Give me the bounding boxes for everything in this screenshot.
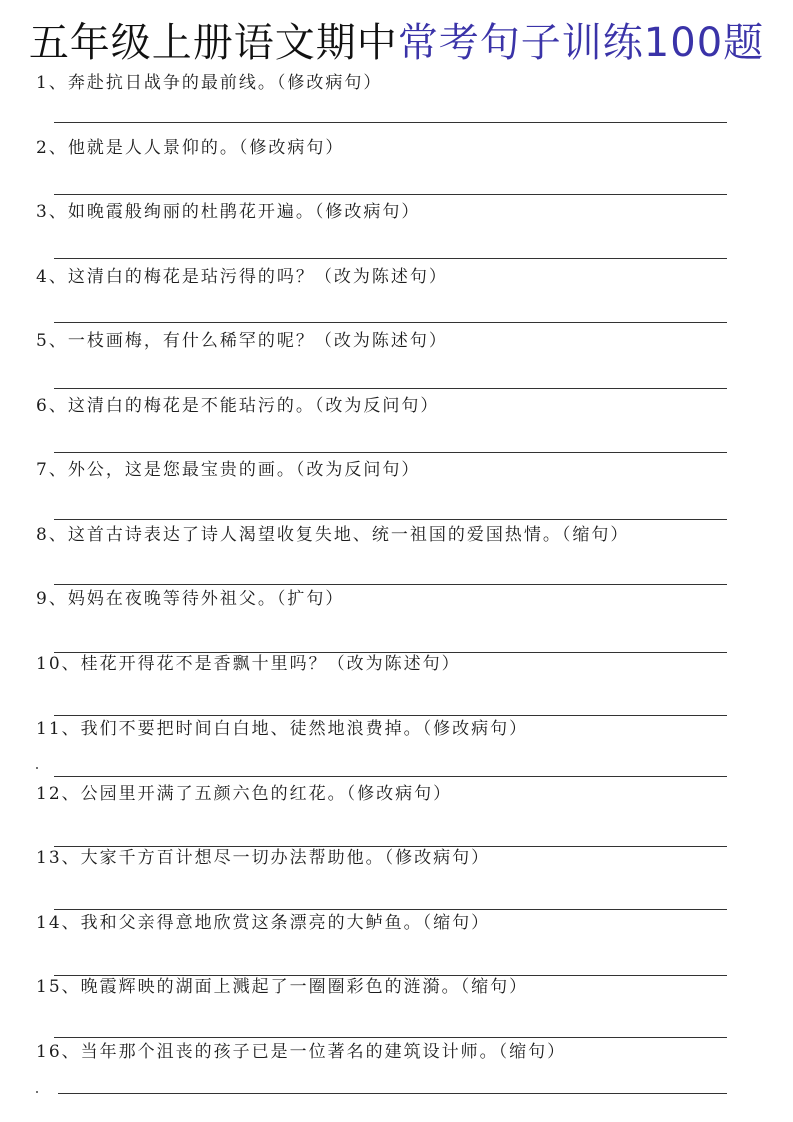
answer-line-1[interactable] (54, 122, 727, 123)
question-8: 8、这首古诗表达了诗人渴望收复失地、统一祖国的爱国热情。（缩句） (36, 525, 630, 545)
answer-line-13[interactable] (54, 909, 727, 910)
answer-line-4[interactable] (54, 322, 727, 323)
question-9: 9、妈妈在夜晚等待外祖父。（扩句） (36, 589, 345, 609)
answer-line-7[interactable] (54, 519, 727, 520)
answer-line-3[interactable] (54, 258, 727, 259)
question-15: 15、晚霞辉映的湖面上溅起了一圈圈彩色的涟漪。（缩句） (36, 977, 529, 997)
answer-line-5[interactable] (54, 388, 727, 389)
answer-line-6[interactable] (54, 452, 727, 453)
answer-line-2[interactable] (54, 194, 727, 195)
question-6: 6、这清白的梅花是不能玷污的。（改为反问句） (36, 396, 440, 416)
question-11: 11、我们不要把时间白白地、徒然地浪费掉。（修改病句） (36, 719, 529, 739)
question-13: 13、大家千方百计想尽一切办法帮助他。（修改病句） (36, 848, 491, 868)
question-1: 1、奔赴抗日战争的最前线。（修改病句） (36, 73, 383, 93)
question-16: 16、当年那个沮丧的孩子已是一位著名的建筑设计师。（缩句） (36, 1042, 567, 1062)
answer-line-10[interactable] (54, 715, 727, 716)
answer-line-16[interactable] (58, 1093, 727, 1094)
question-10: 10、桂花开得花不是香飘十里吗？（改为陈述句） (36, 654, 461, 674)
question-5: 5、一枝画梅，有什么稀罕的呢？（改为陈述句） (36, 331, 448, 351)
title-part-2: 常考句子训练100题 (397, 20, 765, 66)
stray-dot (36, 1091, 38, 1093)
stray-dot (36, 767, 38, 769)
answer-line-8[interactable] (54, 584, 727, 585)
question-3: 3、如晚霞般绚丽的杜鹃花开遍。（修改病句） (36, 202, 421, 222)
answer-line-15[interactable] (54, 1037, 727, 1038)
question-4: 4、这清白的梅花是玷污得的吗？（改为陈述句） (36, 267, 448, 287)
question-14: 14、我和父亲得意地欣赏这条漂亮的大鲈鱼。（缩句） (36, 913, 491, 933)
title-part-1: 五年级上册语文期中 (28, 20, 398, 66)
question-7: 7、外公，这是您最宝贵的画。（改为反问句） (36, 460, 421, 480)
question-2: 2、他就是人人景仰的。（修改病句） (36, 138, 345, 158)
answer-line-11[interactable] (54, 776, 727, 777)
question-12: 12、公园里开满了五颜六色的红花。（修改病句） (36, 784, 453, 804)
worksheet-title (0, 14, 793, 72)
